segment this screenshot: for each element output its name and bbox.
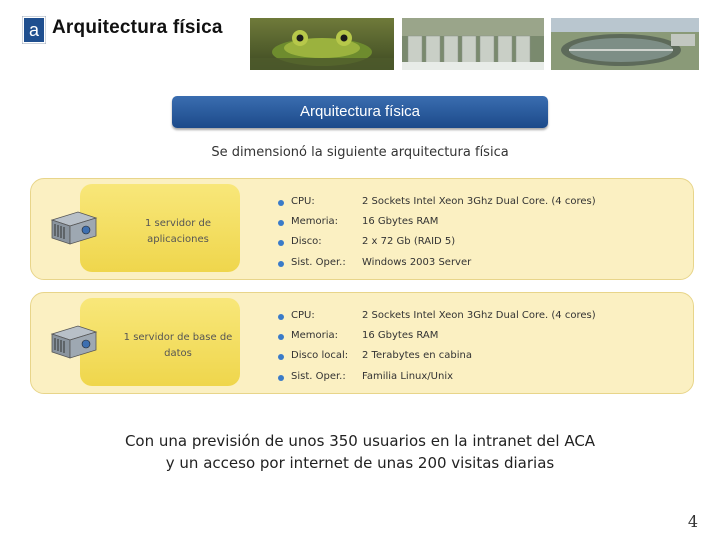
spec-value: Windows 2003 Server: [362, 257, 472, 268]
logo-icon: [22, 16, 46, 44]
dam-photo: [402, 18, 544, 70]
app-server-label-line1: 1 servidor de: [145, 218, 211, 229]
spec-key: Sist. Oper.:: [291, 371, 346, 382]
bullet-icon: [278, 200, 284, 206]
spec-key: CPU:: [291, 310, 315, 321]
usage-note-line2: y un acceso por internet de unas 200 visitas diarias: [165, 454, 555, 472]
spec-value: 2 Terabytes en cabina: [362, 350, 472, 361]
spec-key: Sist. Oper.:: [291, 257, 346, 268]
app-server-label: [118, 216, 238, 248]
bullet-icon: [278, 354, 284, 360]
bullet-icon: [278, 240, 284, 246]
bullet-icon: [278, 220, 284, 226]
bullet-icon: [278, 314, 284, 320]
server-icon: [48, 208, 100, 248]
spec-value: Familia Linux/Unix: [362, 371, 454, 382]
usage-note-line1: Con una previsión de unos 350 usuarios en la intranet del ACA: [124, 432, 596, 450]
db-server-label: [118, 330, 238, 362]
spec-value: 16 Gbytes RAM: [362, 216, 439, 227]
section-banner: Arquitectura física: [172, 96, 548, 128]
spec-key: Disco local:: [291, 350, 349, 361]
server-icon: [48, 322, 100, 362]
treatment-plant-photo: [551, 18, 699, 70]
db-server-label-line2: datos: [164, 348, 192, 359]
spec-value: 16 Gbytes RAM: [362, 330, 439, 341]
page-number: 4: [687, 512, 698, 531]
spec-key: Memoria:: [291, 216, 339, 227]
usage-note: [0, 430, 720, 474]
logo-letter: a: [28, 20, 40, 40]
bullet-icon: [278, 261, 284, 267]
spec-value: 2 x 72 Gb (RAID 5): [362, 236, 456, 247]
spec-value: 2 Sockets Intel Xeon 3Ghz Dual Core. (4 cores): [362, 196, 596, 207]
spec-key: Memoria:: [291, 330, 339, 341]
db-server-label-line1: 1 servidor de base de: [123, 332, 233, 343]
spec-key: Disco:: [291, 236, 322, 247]
document-title: Arquitectura física: [52, 17, 223, 38]
section-subtitle: Se dimensionó la siguiente arquitectura física: [211, 145, 509, 160]
spec-key: CPU:: [291, 196, 315, 207]
spec-value: 2 Sockets Intel Xeon 3Ghz Dual Core. (4 cores): [362, 310, 596, 321]
bullet-icon: [278, 375, 284, 381]
app-server-label-line2: aplicaciones: [147, 234, 209, 245]
frog-photo: [250, 18, 394, 70]
bullet-icon: [278, 334, 284, 340]
